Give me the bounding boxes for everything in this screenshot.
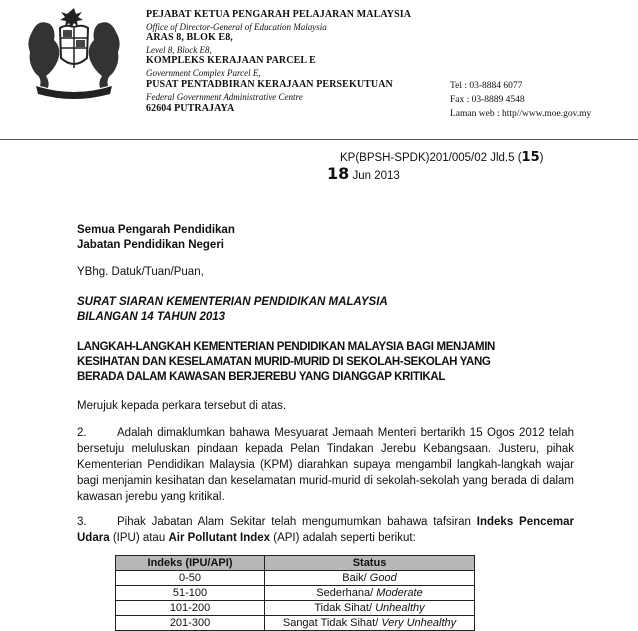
salutation: YBhg. Datuk/Tuan/Puan, (77, 266, 204, 278)
paragraph-3-part1: Pihak Jabatan Alam Sekitar telah mengumumkan bahawa tafsiran (117, 516, 471, 528)
letterhead-line4: Level 8, Block E8, (146, 45, 212, 55)
paragraph-1: Merujuk kepada perkara tersebut di atas. (77, 400, 287, 412)
table-header-row (116, 556, 475, 571)
circular-title-line1: SURAT SIARAN KEMENTERIAN PENDIDIKAN MALAYSIA (77, 296, 388, 308)
coat-of-arms-crest (22, 2, 126, 100)
paragraph-3-bold1: Indeks Pencemar Udara (77, 516, 575, 544)
date-text: Jun 2013 (352, 170, 400, 182)
index-range: 201-300 (116, 616, 265, 631)
status-malay: Baik/ (342, 572, 367, 584)
paragraph-2-number: 2. (77, 427, 87, 439)
status-cell (265, 571, 475, 586)
table-row (116, 586, 475, 601)
table-row (116, 571, 475, 586)
paragraph-3-number: 3. (77, 516, 87, 528)
paragraph-3-part3: (API) adalah seperti berikut: (273, 532, 416, 544)
header-status: Status (265, 556, 475, 571)
website: Laman web : http//www.moe.gov.my (450, 109, 592, 119)
recipient-line2: Jabatan Pendidikan Negeri (77, 239, 224, 251)
header-divider (0, 139, 638, 140)
table-row (116, 601, 475, 616)
reference-text: KP(BPSH-SPDK)201/005/02 Jld.5 ( (340, 152, 522, 164)
paragraph-3 (77, 514, 574, 546)
status-malay: Sederhana/ (316, 587, 374, 599)
fax: Fax : 03-8889 4548 (450, 95, 525, 105)
reference-hand-number: 15 (521, 150, 540, 165)
letterhead-line5: KOMPLEKS KERAJAAN PARCEL E (146, 55, 316, 66)
circular-title-line2: BILANGAN 14 TAHUN 2013 (77, 311, 226, 323)
status-cell (265, 586, 475, 601)
header-index: Indeks (IPU/API) (116, 556, 265, 571)
letterhead-line6: Government Complex Parcel E, (146, 68, 261, 78)
letterhead-line3: ARAS 8, BLOK E8, (146, 32, 233, 43)
status-malay: Tidak Sihat/ (314, 602, 373, 614)
table-row (116, 616, 475, 631)
index-range: 51-100 (116, 586, 265, 601)
status-cell (265, 616, 475, 631)
reference-date (327, 164, 400, 183)
reference-close: ) (539, 152, 544, 164)
status-english: Moderate (376, 587, 423, 599)
reference-number (340, 150, 543, 165)
status-malay: Sangat Tidak Sihat/ (282, 617, 379, 629)
status-english: Unhealthy (375, 602, 425, 614)
api-index-table (115, 555, 475, 631)
paragraph-3-bold2: Air Pollutant Index (168, 532, 271, 544)
tel: Tel : 03-8884 6077 (450, 81, 523, 91)
status-english: Very Unhealthy (381, 617, 457, 629)
paragraph-3-part2: (IPU) atau (112, 532, 166, 544)
date-hand-day: 18 (327, 164, 350, 183)
subject-line3: BERADA DALAM KAWASAN BERJEREBU YANG DIANGGAP KRITIKAL (77, 371, 446, 383)
letterhead-line2: Office of Director-General of Education Malaysia (146, 22, 327, 32)
subject-line1: LANGKAH-LANGKAH KEMENTERIAN PENDIDIKAN MALAYSIA BAGI MENJAMIN (77, 341, 495, 353)
index-range: 101-200 (116, 601, 265, 616)
letterhead-line8: Federal Government Administrative Centre (146, 92, 303, 102)
recipient-line1: Semua Pengarah Pendidikan (77, 224, 235, 236)
index-range: 0-50 (116, 571, 265, 586)
subject-line2: KESIHATAN DAN KESELAMATAN MURID-MURID DI SEKOLAH-SEKOLAH YANG (77, 356, 491, 368)
letterhead-line9: 62604 PUTRAJAYA (146, 103, 235, 114)
status-cell (265, 601, 475, 616)
letterhead-line7: PUSAT PENTADBIRAN KERAJAAN PERSEKUTUAN (146, 79, 393, 90)
status-english: Good (369, 572, 397, 584)
paragraph-2 (77, 425, 574, 505)
paragraph-2-text: Adalah dimaklumkan bahawa Mesyuarat Jemaah Menteri bertarikh 15 Ogos 2012 telah bersetuju meluluskan pindaan kepada Pelan Tindakan Jerebu Kebangsaan. Justeru, pihak Kementerian Pendidikan Malaysia (KPM) diarahkan supaya mengambil langkah-langkah wajar bagi menjamin kesihatan dan keselamatan murid-murid di sekolah-sekolah yang berada di dalam kawasan jerebu yang kritikal. (77, 427, 574, 503)
letterhead-line1: PEJABAT KETUA PENGARAH PELAJARAN MALAYSIA (146, 9, 412, 20)
